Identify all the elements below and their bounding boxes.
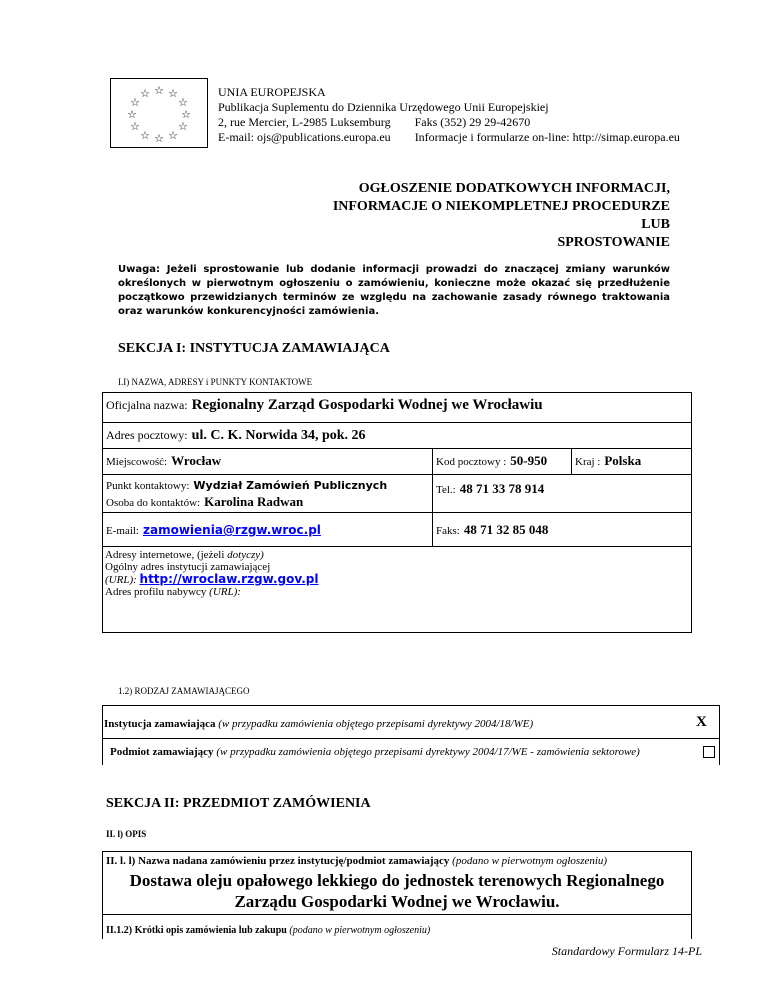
fax-value: 48 71 32 85 048 <box>463 522 549 537</box>
notice-text: Uwaga: Jeżeli sprostowanie lub dodanie informacji prowadzi do znaczącej zmiany warunków określonych w pierwotnym ogłoszeniu o zamówieniu, konieczne może okazać się przedłużenie początkowo przewidzianych terminów ze względu na zachowanie zasady równego traktowania oraz warunków konkurencyjności zamówienia. <box>118 264 670 317</box>
svg-text:☆: ☆ <box>140 87 150 100</box>
web-general-label: Ogólny adres instytucji zamawiającej <box>105 561 271 573</box>
page-title <box>333 180 670 252</box>
authority-type-1 <box>104 718 533 730</box>
official-name-row <box>106 396 543 414</box>
item1-label: II. l. l) Nazwa nadana zamówieniu przez instytucję/podmiot zamawiający <box>106 855 450 867</box>
svg-text:☆: ☆ <box>154 84 164 97</box>
postal-address-row <box>106 426 366 444</box>
divider <box>571 448 572 474</box>
item2-label: II.1.2) Krótki opis zamówienia lub zakupu <box>106 925 287 936</box>
fax-row <box>436 521 548 539</box>
country-value: Polska <box>604 453 642 468</box>
section1-heading: SEKCJA I: INSTYTUCJA ZAMAWIAJĄCA <box>118 341 390 356</box>
authority-type-2-note: (w przypadku zamówienia objętego przepisami dyrektywy 2004/17/WE - zamówienia sektorowe) <box>216 746 640 758</box>
authority-type-1-label: Instytucja zamawiająca <box>104 718 216 730</box>
svg-text:☆: ☆ <box>168 87 178 100</box>
header-org: UNIA EUROPEJSKA <box>218 85 326 99</box>
header-fax: Faks (352) 29 29-42670 <box>414 115 531 129</box>
svg-text:☆: ☆ <box>130 120 140 133</box>
contact-point-block <box>106 477 387 511</box>
publisher-header <box>218 85 680 145</box>
city-value: Wrocław <box>171 453 222 468</box>
postal-address-label: Adres pocztowy: <box>106 428 188 442</box>
divider <box>102 914 692 915</box>
svg-text:☆: ☆ <box>178 96 188 109</box>
phone-label: Tel.: <box>436 484 456 496</box>
email-link[interactable]: zamowienia@rzgw.wroc.pl <box>143 523 321 537</box>
city-label: Miejscowość: <box>106 456 168 468</box>
authority-type-2-label: Podmiot zamawiający <box>110 746 214 758</box>
divider <box>102 546 692 547</box>
item2-note: (podano w pierwotnym ogłoszeniu) <box>289 925 431 936</box>
item1-value <box>102 870 692 912</box>
svg-text:☆: ☆ <box>178 120 188 133</box>
section1-sub2: 1.2) RODZAJ ZAMAWIAJĄCEGO <box>118 686 250 696</box>
web-label-italic: dotyczy) <box>227 549 264 561</box>
eu-flag-logo <box>110 78 208 148</box>
fax-label: Faks: <box>436 525 460 537</box>
contact-person-value: Karolina Radwan <box>204 494 304 509</box>
svg-text:☆: ☆ <box>181 108 191 121</box>
email-row <box>106 521 321 539</box>
header-info: Informacje i formularze on-line: http://simap.europa.eu <box>414 130 680 144</box>
authority-type-1-note: (w przypadku zamówienia objętego przepisami dyrektywy 2004/18/WE) <box>218 718 534 730</box>
title-line: SPROSTOWANIE <box>557 235 670 250</box>
eu-stars-icon <box>111 79 207 147</box>
zip-value: 50-950 <box>510 453 548 468</box>
profile-label: Adres profilu nabywcy <box>105 586 207 598</box>
footer-form-id: Standardowy Formularz 14-PL <box>551 944 702 958</box>
city-row <box>106 452 221 470</box>
svg-text:☆: ☆ <box>127 108 137 121</box>
phone-value: 48 71 33 78 914 <box>459 481 545 496</box>
item1-header <box>106 855 607 867</box>
header-email: E-mail: ojs@publications.europa.eu <box>218 130 391 144</box>
divider <box>102 474 692 475</box>
contact-point-label: Punkt kontaktowy: <box>106 480 190 492</box>
header-email-row <box>218 130 680 145</box>
official-name-label: Oficjalna nazwa: <box>106 398 188 412</box>
title-line: OGŁOSZENIE DODATKOWYCH INFORMACJI, <box>358 181 670 196</box>
country-row <box>575 452 641 470</box>
contact-point-value: Wydział Zamówień Publicznych <box>193 479 388 492</box>
svg-text:☆: ☆ <box>168 129 178 142</box>
header-publication: Publikacja Suplementu do Dziennika Urzędowego Unii Europejskiej <box>218 100 549 114</box>
svg-text:☆: ☆ <box>130 96 140 109</box>
header-address: 2, rue Mercier, L-2985 Luksemburg <box>218 115 391 129</box>
section2-sub1: II. l) OPIS <box>106 829 147 839</box>
svg-text:☆: ☆ <box>140 129 150 142</box>
section1-sub1: I.I) NAZWA, ADRESY i PUNKTY KONTAKTOWE <box>118 377 313 387</box>
divider <box>102 422 692 423</box>
phone-row <box>436 480 544 498</box>
divider <box>102 448 692 449</box>
email-label: E-mail: <box>106 525 139 537</box>
web-url-label: (URL): <box>105 574 137 586</box>
profile-label-italic: (URL): <box>209 586 241 598</box>
item1-note: (podano w pierwotnym ogłoszeniu) <box>452 855 608 867</box>
section2-heading: SEKCJA II: PRZEDMIOT ZAMÓWIENIA <box>106 796 371 811</box>
official-name-value: Regionalny Zarząd Gospodarki Wodnej we Wrocławiu <box>191 397 543 413</box>
authority-type-2 <box>110 746 640 758</box>
authority-type-1-mark[interactable]: X <box>696 714 707 730</box>
divider <box>432 448 433 546</box>
item1-value-line: Dostawa oleju opałowego lekkiego do jednostek terenowych Regionalnego <box>129 871 665 890</box>
authority-type-2-checkbox[interactable] <box>703 746 715 758</box>
divider <box>102 738 720 739</box>
zip-row <box>436 452 547 470</box>
title-line: LUB <box>641 217 670 232</box>
item1-value-line: Zarządu Gospodarki Wodnej we Wrocławiu. <box>234 892 560 911</box>
title-line: INFORMACJE O NIEKOMPLETNEJ PROCEDURZE <box>332 199 670 214</box>
item2-header <box>106 925 430 936</box>
header-address-row <box>218 115 680 130</box>
web-block <box>105 549 318 598</box>
contact-person-label: Osoba do kontaktów: <box>106 497 201 509</box>
svg-text:☆: ☆ <box>154 132 164 145</box>
postal-address-value: ul. C. K. Norwida 34, pok. 26 <box>191 428 366 443</box>
web-url-link[interactable]: http://wroclaw.rzgw.gov.pl <box>139 572 319 586</box>
country-label: Kraj : <box>575 456 601 468</box>
zip-label: Kod pocztowy : <box>436 456 507 468</box>
web-label: Adresy internetowe, (jeżeli <box>105 549 225 561</box>
divider <box>102 512 692 513</box>
